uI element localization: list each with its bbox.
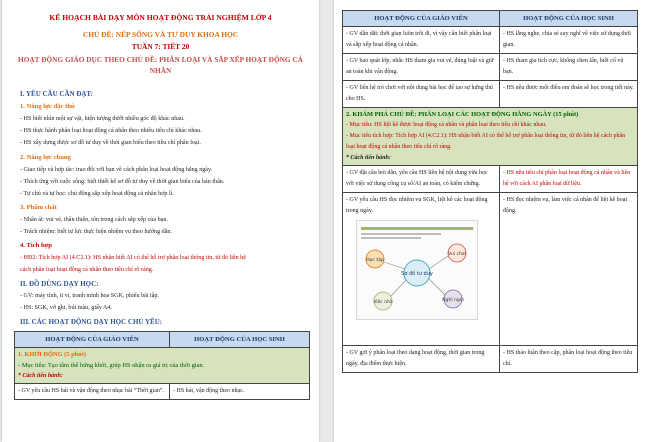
explore-section [343, 108, 638, 166]
subsection-specific-skills: 1. Năng lực đặc thù [20, 103, 75, 110]
left-page [2, 0, 319, 442]
warmup-goal: - Mục tiêu: Tạo tâm thế hứng khởi, giúp HS nhận ra giá trị của thời gian. [18, 362, 205, 369]
list-item: - Tự chủ và tự học: chủ động sắp xếp hoạt động cá nhân hợp lí. [20, 191, 174, 197]
table-cell-student: - HS nêu được một điều em đoán sẽ học trong tiết này. [500, 81, 638, 108]
table-cell-student: - HS đọc nhiệm vụ, làm việc cá nhân để liệt kê hoạt động. [500, 193, 638, 346]
table-cell-teacher: - GV liên hệ trò chơi với nội dung bài học để tạo sự hứng thú cho HS. [343, 81, 500, 108]
list-item: - GV: máy tính, ti vi, tranh minh họa SGK, phiếu bài tập. [20, 293, 160, 299]
week-title: TUẦN 7: TIẾT 20 [131, 42, 190, 51]
subsection-integration: 4. Tích hợp [20, 242, 52, 249]
mindmap-node-label: Học tập [366, 258, 384, 263]
section-activities: III. CÁC HOẠT ĐỘNG DẠY HỌC CHỦ YẾU: [20, 318, 163, 326]
topic-title: CHỦ ĐỀ: NẾP SỐNG VÀ TƯ DUY KHOA HỌC [82, 30, 239, 39]
lesson-table-continued [342, 10, 638, 373]
table-cell-student: - HS thảo luận theo cặp, phân loại hoạt động theo tiêu chí. [500, 346, 638, 373]
warmup-title: 1. KHỞI ĐỘNG (5 phút) [18, 351, 86, 358]
table-cell-teacher: - GV dẫn dắt: thời gian luôn trôi đi, vì vậy cần biết phân loại và sắp xếp hoạt động cá nhân. [343, 27, 500, 54]
mindmap-node-label: Nghỉ ngơi [442, 298, 464, 303]
explore-ai-goal: - Mục tiêu tích hợp: Tích hợp AI (4.C2.1): HS nhận biết AI có thể hỗ trợ phân loại thông tin, từ đó liên hệ cách phân loại hoạt động cá nhân theo tiêu chí rõ ràng. [346, 133, 626, 150]
list-item: - HS xây dựng được sơ đồ tư duy về thói gian biểu theo tiêu chí phân loại. [20, 140, 201, 146]
integration-text: - HĐ2: Tích hợp AI (4.C2.1): HS nhận biết AI có thể hỗ trợ phân loại thông tin, từ đó liên hệ [20, 255, 246, 261]
mindmap-node-label: Vui chơi [448, 252, 466, 257]
mindmap-illustration [357, 221, 477, 319]
subsection-qualities: 3. Phẩm chất [20, 204, 57, 211]
activity-title: HOẠT ĐỘNG GIÁO DỤC THEO CHỦ ĐỀ: PHÂN LOẠI VÀ SẮP XẾP HOẠT ĐỘNG CÁ NHÂN [18, 55, 303, 75]
table-cell-teacher: - GV gợi ý phân loại theo dạng hoạt động, thời gian trong ngày, địa điểm thực hiện. [343, 346, 500, 373]
section-materials: II. ĐỒ DÙNG DẠY HỌC: [20, 280, 99, 288]
integration-text: cách phân loại hoạt động cá nhân theo tiêu chí rõ ràng. [20, 267, 154, 273]
list-item: - HS: SGK, vở ghi, bút màu, giấy A4. [20, 305, 112, 311]
teacher-instruction: - GV yêu cầu HS đọc nhiệm vụ SGK, liệt kê các hoạt động trong ngày. [346, 197, 488, 214]
table-cell-student: - HS lắng nghe, chia sẻ suy nghĩ về việc sử dụng thời gian. [500, 27, 638, 54]
warmup-section [15, 348, 310, 384]
explore-method: * Cách tiến hành: [346, 155, 391, 161]
list-item: - Thích ứng với cuộc sống: biết thiết kế sơ đồ tư duy về thời gian biểu của bản thân. [20, 179, 225, 185]
table-cell-teacher [343, 193, 500, 346]
table-cell-student: - HS nêu tiêu chí phân loại hoạt động cá nhân và liên hệ với cách AI phân loại dữ liệu. [500, 166, 638, 193]
right-page [334, 0, 650, 442]
list-item: - Nhân ái: vui vẻ, thân thiện, tôn trọng cách sắp xếp của bạn. [20, 217, 168, 223]
table-cell-teacher: - GV bao quát lớp, nhắc HS tham gia vui vẻ, đúng luật và giữ an toàn khi vận động. [343, 54, 500, 81]
list-item: - Trách nhiệm: biết tự lực thực hiện nhiệm vụ theo hướng dẫn. [20, 229, 172, 235]
column-header-teacher: HOẠT ĐỘNG CỦA GIÁO VIÊN [15, 332, 170, 348]
explore-goal: - Mục tiêu: HS liệt kê được hoạt động cá nhân và phân loại theo tiêu chí khác nhau. [346, 122, 547, 128]
table-cell-teacher: - GV đặt câu hỏi dẫn, yêu cầu HS liên hệ nội dung vừa học với việc sử dụng công cụ số/AI an toàn, có kiểm chứng. [343, 166, 500, 193]
column-header-student: HOẠT ĐỘNG CỦA HỌC SINH [500, 11, 638, 27]
subsection-general-skills: 2. Năng lực chung [20, 154, 71, 161]
mindmap-figure [356, 220, 478, 320]
mindmap-node-label: Việc nhà [373, 300, 393, 305]
column-header-student: HOẠT ĐỘNG CỦA HỌC SINH [170, 332, 310, 348]
list-item: - Giao tiếp và hợp tác: trao đổi với bạn về cách phân loại hoạt động hằng ngày. [20, 167, 213, 173]
lesson-table [14, 331, 310, 400]
table-cell-teacher: - GV yêu cầu HS hát và vận động theo nhạc bài “Thời gian”. [15, 384, 170, 400]
table-cell-student: - HS hát, vận động theo nhạc. [170, 384, 310, 400]
document-title: KẾ HOẠCH BÀI DẠY MÔN HOẠT ĐỘNG TRẢI NGHIỆM LỚP 4 [49, 13, 272, 22]
section-requirements: I. YÊU CẦU CẦN ĐẠT: [20, 90, 93, 98]
warmup-method: * Cách tiến hành: [18, 373, 63, 379]
column-header-teacher: HOẠT ĐỘNG CỦA GIÁO VIÊN [343, 11, 500, 27]
explore-title: 2. KHÁM PHÁ CHỦ ĐỀ: PHÂN LOẠI CÁC HOẠT ĐỘNG HẰNG NGÀY (15 phút) [346, 111, 579, 118]
mindmap-center-label: Sơ đồ tư duy [401, 271, 433, 277]
list-item: - HS biết nhìn một sự vật, hiện tượng dưới nhiều góc độ khác nhau. [20, 116, 185, 122]
table-cell-student: - HS tham gia tích cực, không chen lấn, biết cổ vũ bạn. [500, 54, 638, 81]
list-item: - HS thực hành phân loại hoạt động cá nhân theo nhiều tiêu chí khác nhau. [20, 128, 202, 134]
